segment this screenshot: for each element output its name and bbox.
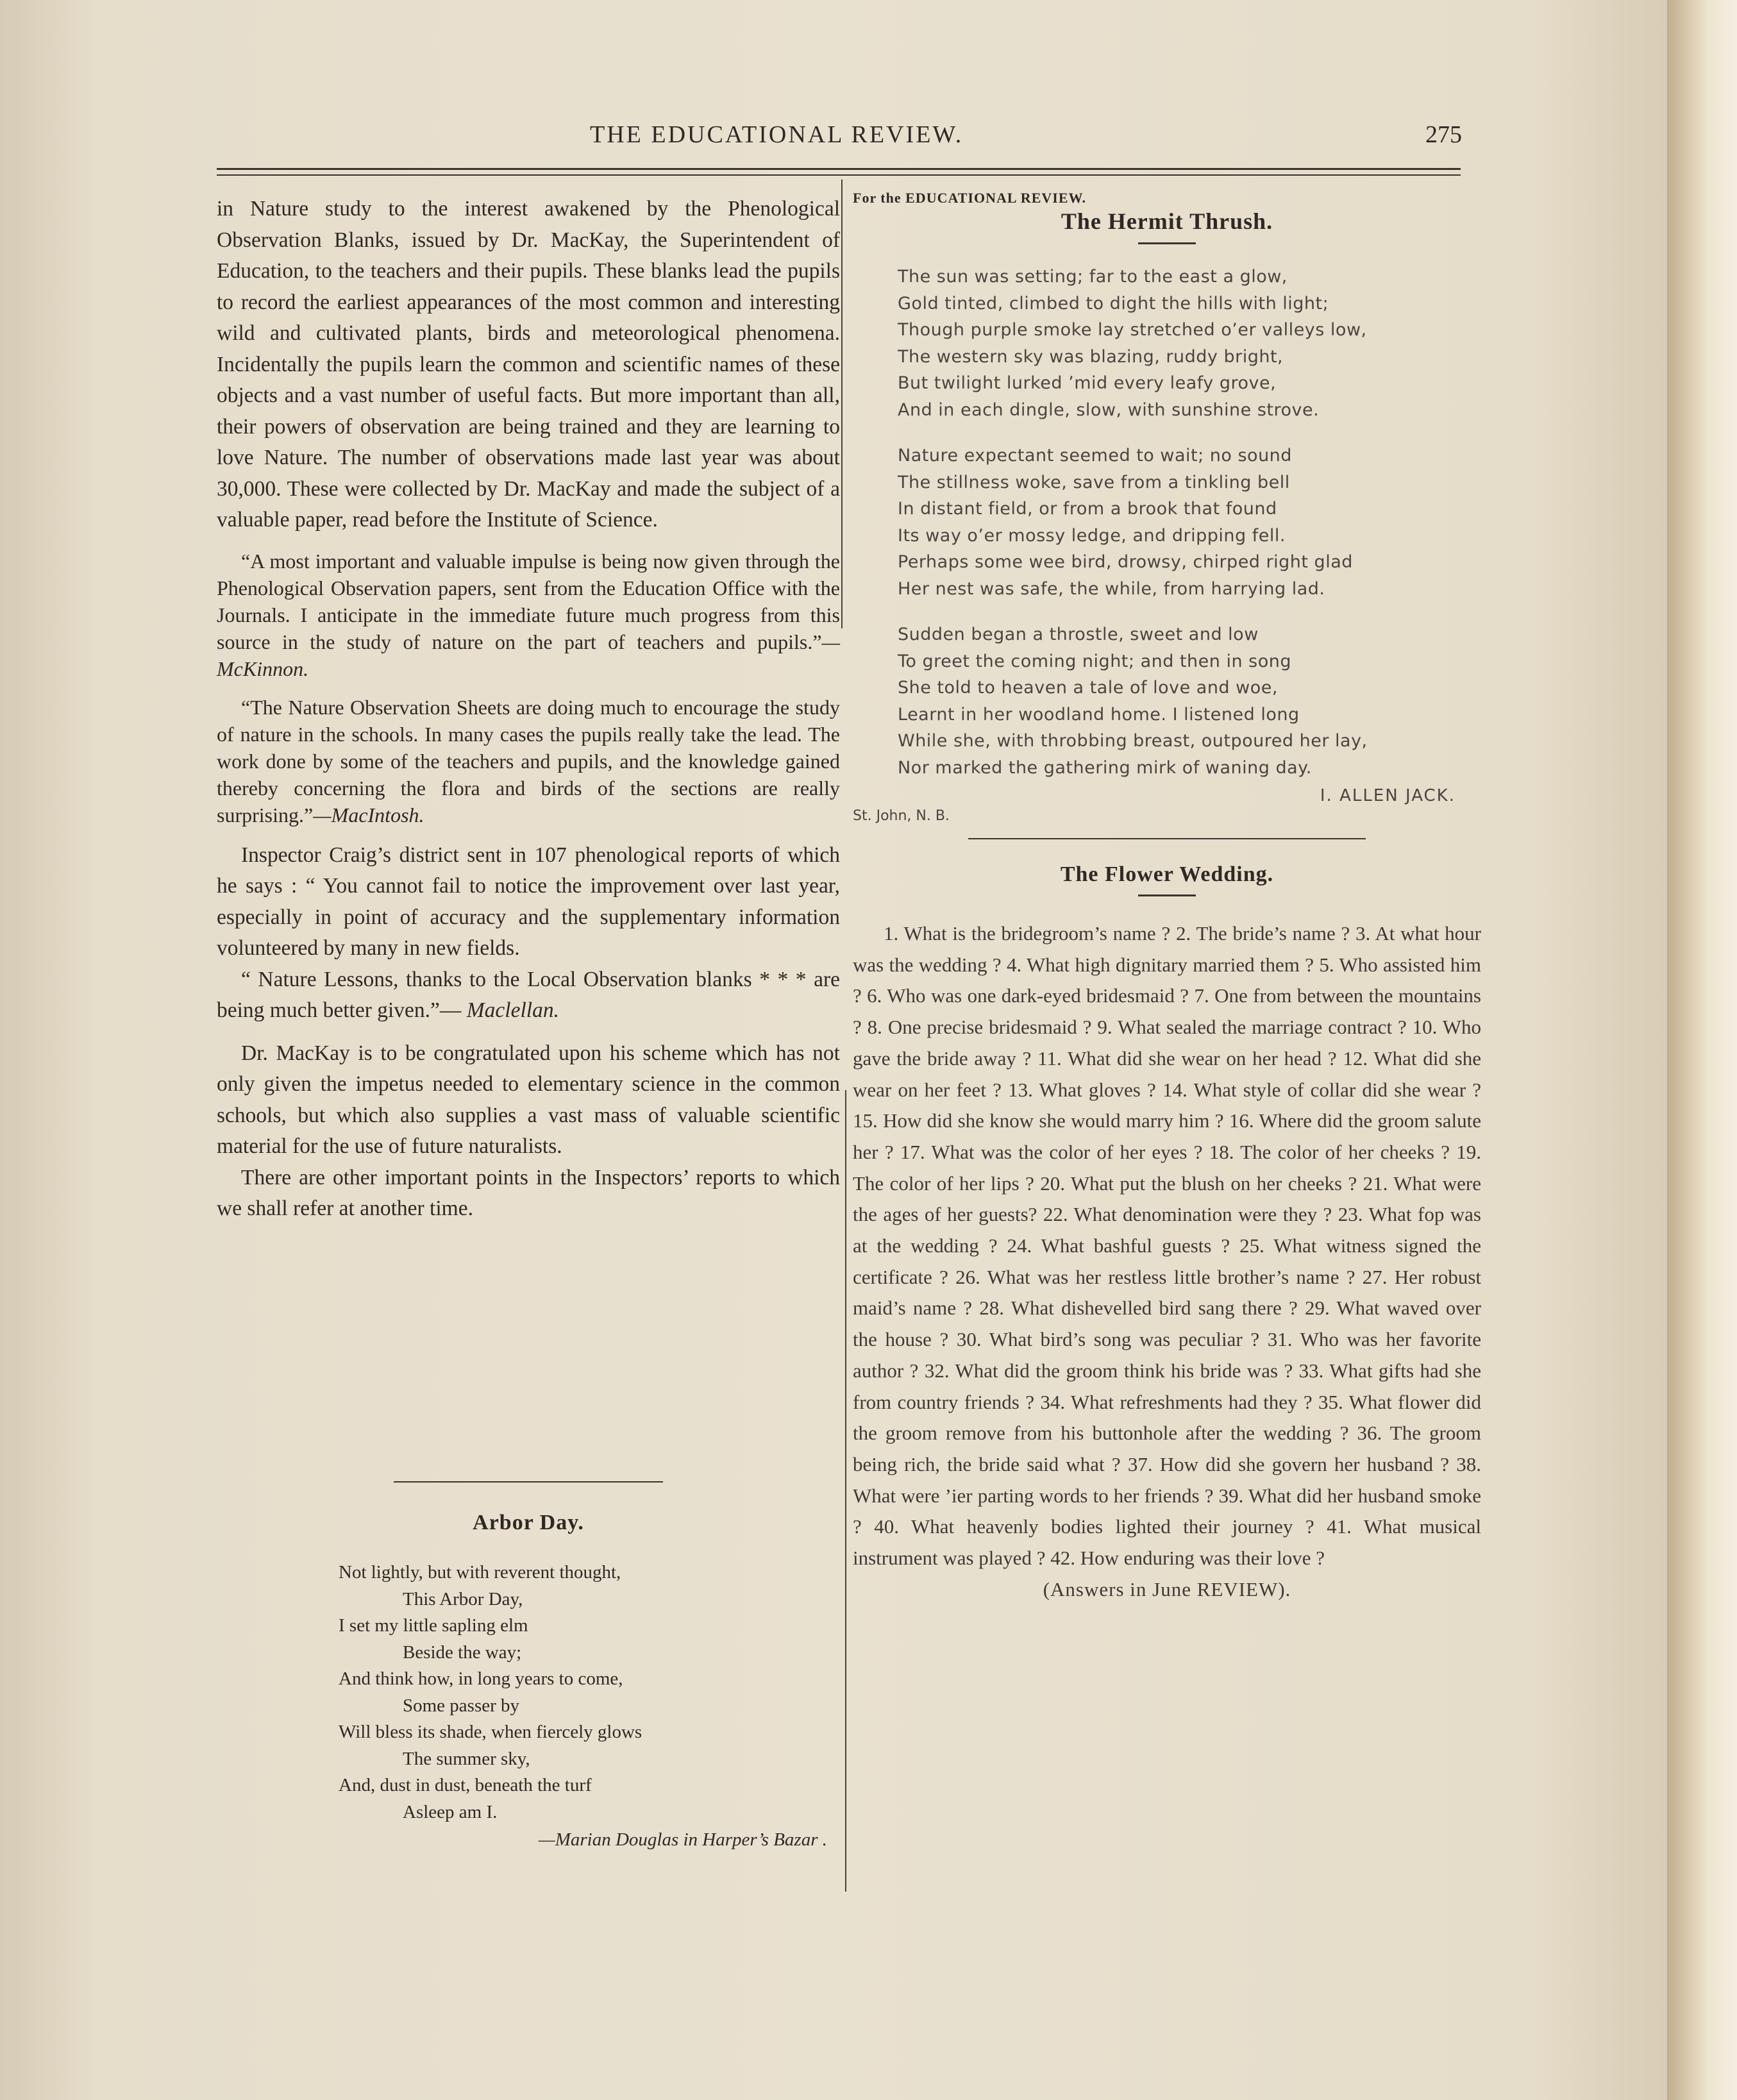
poem-line: Nor marked the gathering mirk of waning day.	[898, 757, 1312, 778]
poem-attribution: —Marian Douglas in Harper’s Bazar .	[538, 1829, 827, 1850]
header-rule-top	[217, 168, 1461, 170]
poem-line: Her nest was safe, the while, from harrying lad.	[898, 578, 1325, 599]
journal-title: THE EDUCATIONAL REVIEW.	[590, 121, 964, 148]
poem-line: But twilight lurked ’mid every leafy grove,	[898, 373, 1277, 393]
poem-line: The sun was setting; far to the east a glow,	[898, 267, 1288, 287]
author-location: St. John, N. B.	[853, 808, 950, 824]
poem-title: The Hermit Thrush.	[1061, 208, 1273, 234]
poem-line: And think how, in long years to come,	[339, 1668, 623, 1689]
puzzle-title: The Flower Wedding.	[1060, 862, 1274, 886]
poem-lines	[217, 1559, 840, 1826]
quote-attribution: Maclellan.	[466, 998, 559, 1022]
poem-line: Nature expectant seemed to wait; no sound	[898, 446, 1292, 466]
stanza	[898, 621, 1481, 781]
title-rule	[1138, 242, 1196, 244]
poem-line: Though purple smoke lay stretched o’er valleys low,	[898, 320, 1367, 340]
paragraph: Inspector Craig’s district sent in 107 phenological reports of which he says : “ You cannot fail to notice the improvement over last year, especially in point of accuracy and the supplementary information volunteered by many in new fields.	[217, 843, 840, 960]
poem-line: I set my little sapling elm	[339, 1615, 528, 1636]
stanza	[898, 264, 1481, 423]
title-rule	[1138, 895, 1196, 896]
poem-line: Will bless its shade, when fiercely glows	[339, 1722, 642, 1742]
column-divider-upper	[841, 180, 843, 628]
poem-line: To greet the coming night; and then in song	[898, 651, 1291, 671]
column-divider-lower	[845, 1090, 846, 1892]
poem-line: The western sky was blazing, ruddy bright,	[898, 346, 1284, 367]
poem-line: The summer sky,	[403, 1748, 530, 1769]
answers-note: (Answers in June REVIEW).	[1043, 1577, 1291, 1600]
poem-line: The stillness woke, save from a tinkling bell	[898, 472, 1290, 492]
poem-line: Gold tinted, climbed to dight the hills with light;	[898, 293, 1329, 314]
poem-line: Perhaps some wee bird, drowsy, chirped right glad	[898, 552, 1353, 572]
poem-title: Arbor Day.	[473, 1511, 584, 1534]
header-rule-bottom	[217, 174, 1461, 176]
poem-line: Learnt in her woodland home. I listened long	[898, 704, 1300, 725]
poem-line: Some passer by	[403, 1695, 520, 1716]
quotation: “A most important and valuable impulse is being now given through the Phenological Observation papers, sent from the Education Office with the Journals. I anticipate in the immediate future much progress from this source in the study of nature on the part of teachers and pupils.”—McKinnon.	[217, 549, 840, 680]
arbor-day-poem	[217, 1481, 840, 1851]
stanza	[898, 442, 1481, 602]
paragraph: There are other important points in the Inspectors’ reports to which we shall refer at another time.	[217, 1165, 840, 1220]
poem-line: Beside the way;	[403, 1642, 522, 1663]
poem-line: She told to heaven a tale of love and woe,	[898, 678, 1278, 698]
quote-attribution: —McKinnon.	[217, 630, 840, 680]
poem-line: This Arbor Day,	[403, 1588, 523, 1609]
puzzle-questions: 1. What is the bridegroom’s name ? 2. The bride’s name ? 3. At what hour was the wedding ? 4. What high dignitary married them ? 5. Who assisted him ? 6. Who was one dark-eyed bridesmaid ? 7. One from between the mountains ? 8. One precise bridesmaid ? 9. What sealed the marriage contract ? 10. Who gave the bride away ? 11. What did she wear on her head ? 12. What did she wear on her feet ? 13. What gloves ? 14. What style of collar did she wear ? 15. How did she know she would marry him ? 16. Where did the groom salute her ? 17. What was the color of her eyes ? 18. The color of her cheeks ? 19. The color of her lips ? 20. What put the blush on her cheeks ? 21. What were the ages of her guests? 22. What denomination were they ? 23. What fop was at the wedding ? 24. What bashful guests ? 25. What witness signed the certificate ? 26. What was her restless little brother’s name ? 27. Her robust maid’s name ? 28. What dishevelled bird sang there ? 29. What waved over the house ? 30. What bird’s song was peculiar ? 31. Who was her favorite author ? 32. What did the groom think his bride was ? 33. What gifts had she from country friends ? 34. What refreshments had they ? 35. What flower did the groom remove from his buttonhole after the wedding ? 36. The groom being rich, the bride said what ? 37. How did she govern her husband ? 38. What were ’ier parting words to her friends ? 39. What did her husband smoke ? 40. What heavenly bodies lighted their journey ? 41. What musical instrument was played ? 42. How enduring was their love ?	[853, 922, 1481, 1570]
contribution-note: For the EDUCATIONAL REVIEW.	[853, 190, 1086, 206]
paragraph: Dr. MacKay is to be congratulated upon his scheme which has not only given the impetus needed to elementary science in the common schools, but which also supplies a vast mass of valuable scientific material for the use of future naturalists.	[217, 1041, 840, 1158]
page-edge	[1667, 0, 1737, 2100]
author-signature: I. ALLEN JACK.	[1320, 786, 1456, 805]
hermit-thrush-poem	[853, 264, 1481, 781]
poem-line: And, dust in dust, beneath the turf	[339, 1775, 592, 1795]
poem-line: And in each dingle, slow, with sunshine strove.	[898, 399, 1320, 420]
paragraph: in Nature study to the interest awakened by the Phenological Observation Blanks, issued by Dr. MacKay, the Superintendent of Education, to the teachers and their pupils. These blanks lead the pupils to record the earliest appearances of the most common and interesting wild and cultivated plants, birds and meteorological phenomena. Incidentally the pupils learn the common and scientific names of these objects and a vast number of useful facts. But more important than all, their powers of observation are being trained and they are learning to love Nature. The number of observations made last year was about 30,000. These were collected by Dr. MacKay and made the subject of a valuable paper, read before the Institute of Science.	[217, 197, 840, 532]
page-number: 275	[1425, 121, 1462, 148]
quotation: “The Nature Observation Sheets are doing much to encourage the study of nature in the schools. In many cases the pupils really take the lead. The work done by some of the teachers and pupils, and the knowledge gained thereby concerning the flora and birds of the sections are really surprising.”—MacIntosh.	[217, 695, 840, 827]
poem-line: Not lightly, but with reverent thought,	[339, 1562, 621, 1583]
left-column	[217, 194, 840, 1225]
poem-line: In distant field, or from a brook that found	[898, 499, 1277, 519]
poem-line: Sudden began a throstle, sweet and low	[898, 625, 1259, 644]
section-divider	[968, 838, 1366, 839]
poem-line: Its way o’er mossy ledge, and dripping fell.	[898, 525, 1286, 546]
running-header	[212, 115, 1462, 154]
right-column	[853, 190, 1481, 1601]
poem-line: Asleep am I.	[403, 1801, 498, 1822]
quote-attribution: —MacIntosh.	[313, 803, 424, 827]
section-divider	[394, 1481, 663, 1483]
poem-line: While she, with throbbing breast, outpoured her lay,	[898, 731, 1368, 751]
paragraph: “ Nature Lessons, thanks to the Local Observation blanks * * * are being much better given.”— Maclellan.	[217, 967, 840, 1022]
